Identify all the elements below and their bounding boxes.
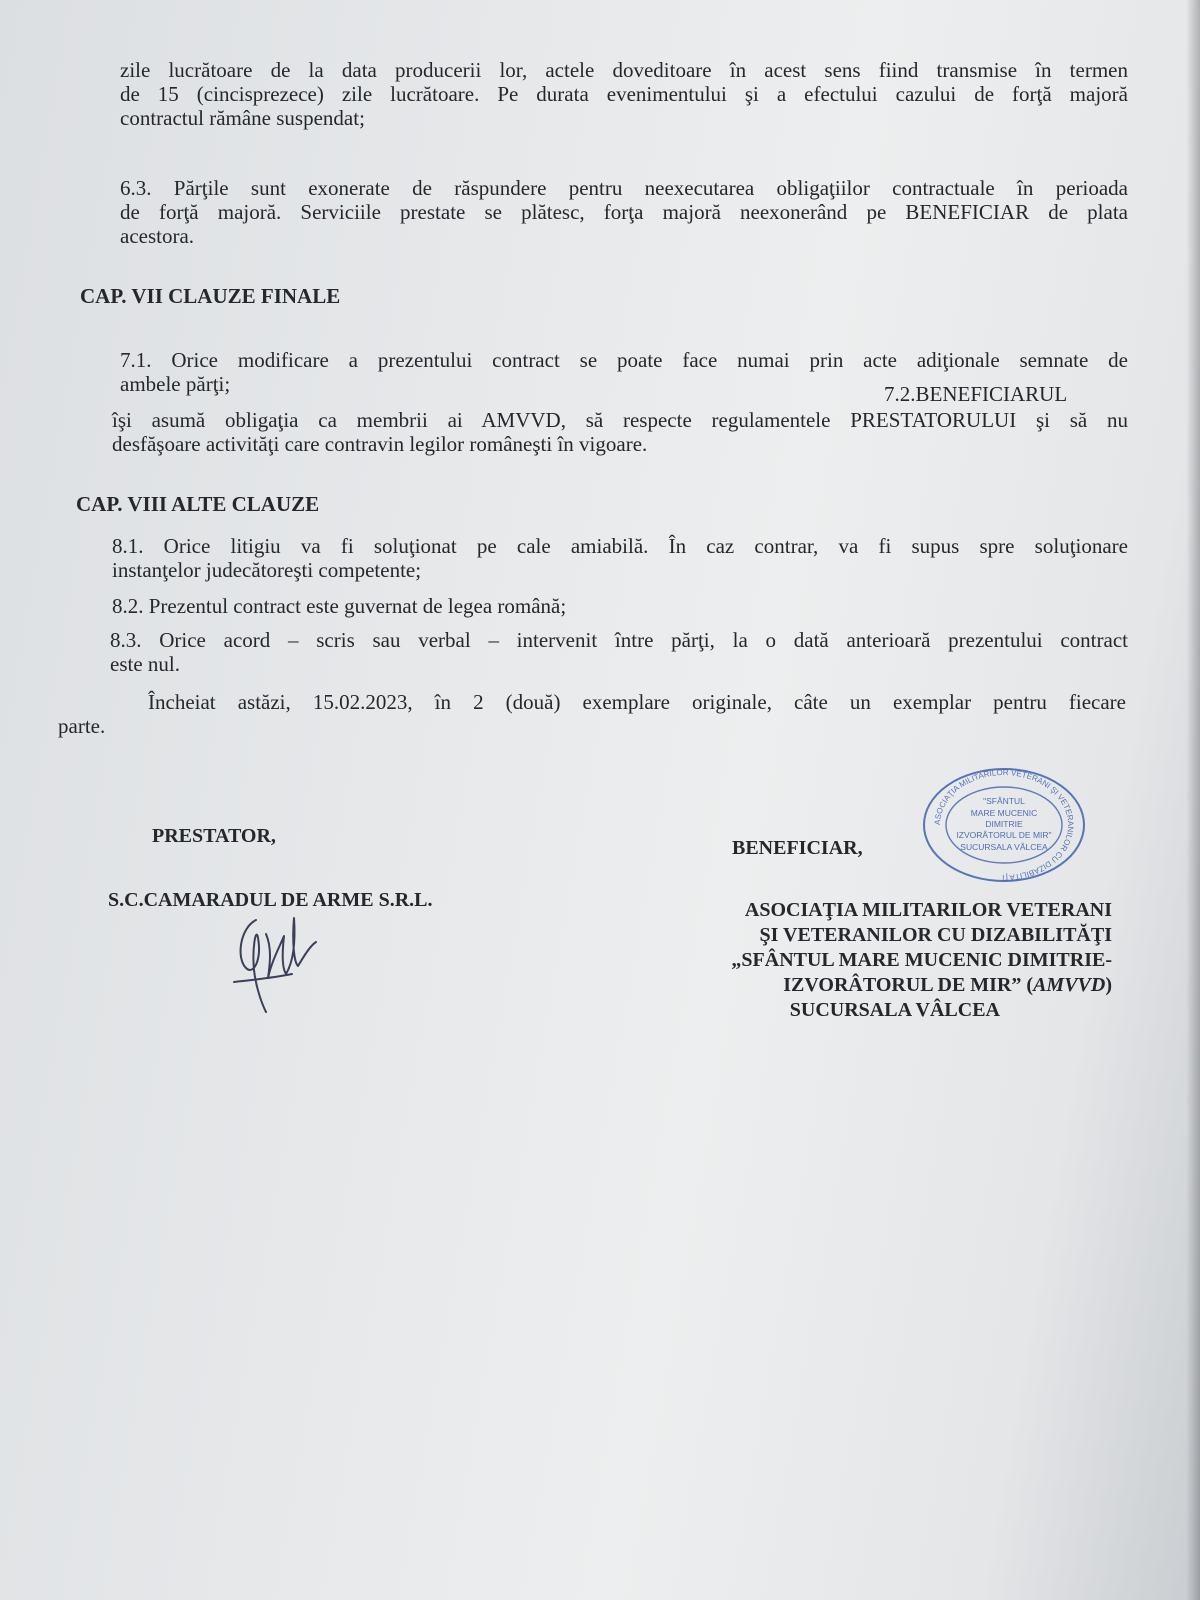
text-line: de forţă majoră. Serviciile prestate se plătesc, forţa majoră neexonerând pe BENEFICIAR de plata bbox=[120, 200, 1128, 224]
beneficiar-line-end: ) bbox=[1105, 974, 1112, 996]
association-stamp bbox=[918, 766, 1090, 884]
page-edge-shadow bbox=[1186, 0, 1200, 1600]
beneficiar-line bbox=[600, 973, 1112, 998]
prestator-label: PRESTATOR, bbox=[152, 825, 276, 847]
paragraph-8-2: 8.2. Prezentul contract este guvernat de legea română; bbox=[112, 594, 567, 618]
paragraph-7-2-start: 7.2.BENEFICIARUL bbox=[884, 382, 1068, 406]
text-line: 8.3. Orice acord – scris sau verbal – intervenit între părţi, la o dată anterioară prezentului contract bbox=[110, 628, 1128, 652]
beneficiar-details bbox=[600, 898, 1112, 1023]
stamp-center-line: IZVORÂTORUL DE MIR" bbox=[956, 830, 1052, 840]
text-line: instanţelor judecătoreşti competente; bbox=[112, 558, 422, 582]
beneficiar-line: „SFÂNTUL MARE MUCENIC DIMITRIE- bbox=[731, 949, 1112, 971]
paragraph-8-1 bbox=[112, 534, 1128, 582]
text-line: acestora. bbox=[120, 224, 195, 248]
text-line: 7.1. Orice modificare a prezentului contract se poate face numai prin acte adiţionale semnate de bbox=[120, 348, 1128, 372]
beneficiar-line: SUCURSALA VÂLCEA bbox=[789, 999, 1000, 1021]
text-line: ambele părţi; bbox=[120, 372, 231, 396]
paragraph-closing bbox=[58, 690, 1126, 738]
stamp-center-line: DIMITRIE bbox=[985, 819, 1023, 829]
prestator-signature bbox=[232, 908, 324, 1018]
text-line: desfăşoare activităţi care contravin legilor româneşti în vigoare. bbox=[112, 432, 648, 456]
beneficiar-line: ŞI VETERANILOR CU DIZABILITĂŢI bbox=[759, 924, 1112, 946]
chapter-8-heading: CAP. VIII ALTE CLAUZE bbox=[76, 492, 320, 516]
text-line: îşi asumă obligaţia ca membrii ai AMVVD, să respecte regulamentele PRESTATORULUI şi să nu bbox=[112, 408, 1128, 432]
stamp-center-line: "SFÂNTUL bbox=[983, 796, 1025, 806]
text-line: 8.1. Orice litigiu va fi soluţionat pe cale amiabilă. În caz contrar, va fi supus spre soluţionare bbox=[112, 534, 1128, 558]
beneficiar-line-main: IZVORÂTORUL DE MIR” ( bbox=[783, 974, 1034, 996]
stamp-center-line: SUCURSALA VÂLCEA bbox=[960, 842, 1048, 852]
paragraph-8-3 bbox=[110, 628, 1128, 676]
text-line: 6.3. Părţile sunt exonerate de răspundere pentru neexecutarea obligaţiilor contractuale în perioada bbox=[120, 176, 1128, 200]
prestator-name: S.C.CAMARADUL DE ARME S.R.L. bbox=[108, 889, 433, 911]
beneficiar-label: BENEFICIAR, bbox=[732, 837, 863, 859]
paragraph-6-3 bbox=[120, 176, 1128, 248]
beneficiar-line: ASOCIAŢIA MILITARILOR VETERANI bbox=[744, 899, 1112, 921]
text-line: este nul. bbox=[110, 652, 180, 676]
text-line: zile lucrătoare de la data producerii lor, actele doveditoare în acest sens fiind transmise în termen bbox=[120, 58, 1128, 82]
text-line: Încheiat astăzi, 15.02.2023, în 2 (două) exemplare originale, câte un exemplar pentru fiecare bbox=[148, 690, 1126, 714]
chapter-7-heading: CAP. VII CLAUZE FINALE bbox=[80, 284, 341, 308]
paragraph-7-2 bbox=[112, 408, 1128, 456]
stamp-center-line: MARE MUCENIC bbox=[970, 808, 1038, 818]
beneficiar-abbreviation: AMVVD bbox=[1033, 974, 1106, 996]
text-line: contractul rămâne suspendat; bbox=[120, 106, 365, 130]
text-line: parte. bbox=[58, 714, 106, 738]
paragraph-force-majeure-continued bbox=[120, 58, 1128, 130]
stamp-ring-text: ASOCIAŢIA MILITARILOR VETERANI ŞI VETERANILOR CU DIZABILITĂŢI bbox=[932, 767, 1076, 883]
text-line: de 15 (cincisprezece) zile lucrătoare. Pe durata evenimentului şi a efectului cazului de forţă majoră bbox=[120, 82, 1128, 106]
